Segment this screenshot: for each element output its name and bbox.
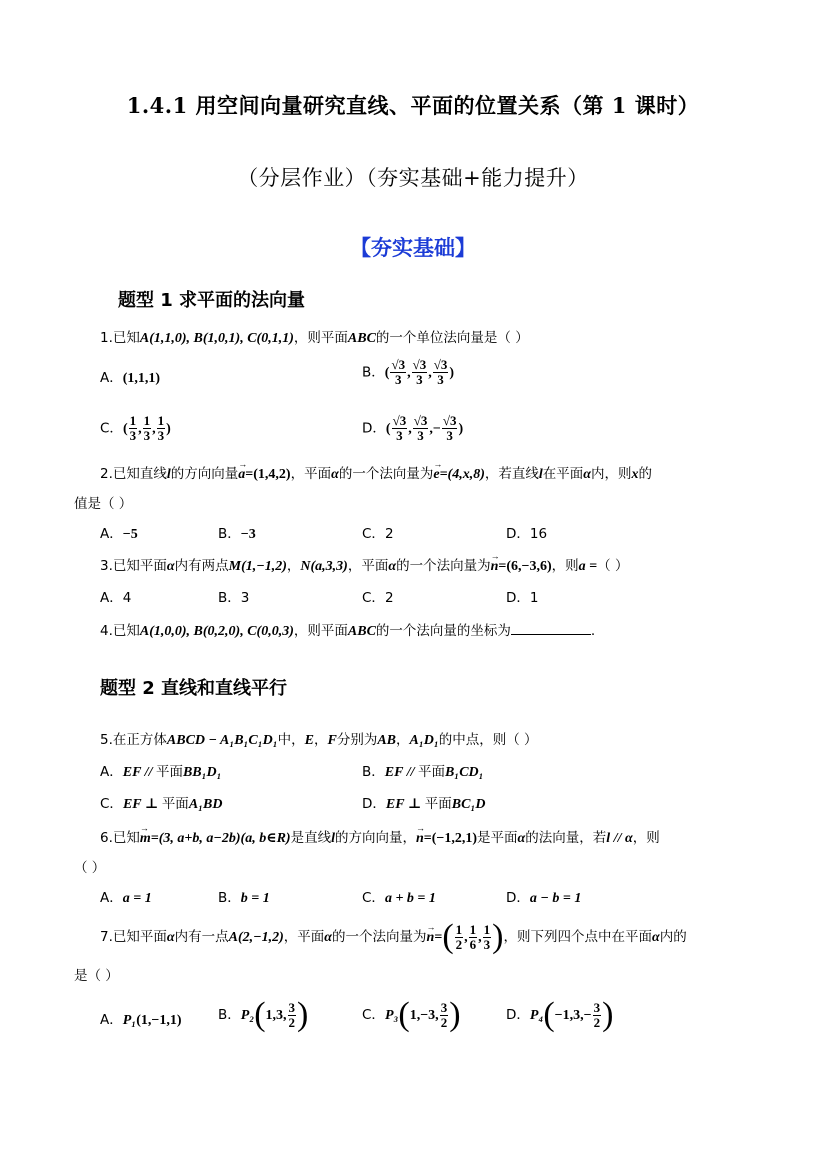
question-7-line2: 是（ ） <box>74 968 119 984</box>
q7-option-d[interactable]: D．P₄(−1,3,− $\frac{3}{2}$ ) <box>506 996 614 1033</box>
q3-option-b[interactable]: B．3 <box>218 590 250 606</box>
q2-option-d[interactable]: D．16 <box>506 526 548 542</box>
question-2-line2: 值是（ ） <box>74 496 133 512</box>
q1-option-a[interactable]: A．(1,1,1) <box>100 370 161 386</box>
q2-option-c[interactable]: C．2 <box>362 526 394 542</box>
q4-answer-blank[interactable] <box>511 620 591 635</box>
q1-option-d[interactable]: D．( $\frac{√3}{3}$ , $\frac{√3}{3}$ ,− $\frac{√3}{3}$ ) <box>362 413 464 443</box>
section-heading: 【夯实基础】 <box>350 235 476 260</box>
type1-heading: 题型 1 求平面的法向量 <box>118 290 306 311</box>
q6-option-a[interactable]: A．a = 1 <box>100 890 152 906</box>
q5-option-b[interactable]: B．EF // 平面B₁CD₁ <box>362 764 484 780</box>
question-6-line2: （ ） <box>74 860 106 876</box>
question-7: 7.已知平面α内有一点A(2,−1,2)，平面α的一个法向量为→ n=( $\frac{1}{2}$ , $\frac{1}{6}$ , $\frac{1}{3}$ )，则下列四个点中在平面α内的 <box>100 922 687 952</box>
question-6: 6.已知→ m=(3, a+b, a−2b)(a, b∈R)是直线l的方向向量，→ n=(−1,2,1)是平面α的法向量，若l // α，则 <box>100 828 660 849</box>
q6-option-b[interactable]: B．b = 1 <box>218 890 270 906</box>
question-1: 1.已知A(1,1,0), B(1,0,1), C(0,1,1)，则平面ABC的一个单位法向量是（ ） <box>100 330 529 346</box>
page-subtitle: （分层作业）（夯实基础+能力提升） <box>237 166 589 190</box>
q6-option-c[interactable]: C．a + b = 1 <box>362 890 436 906</box>
q3-option-a[interactable]: A．4 <box>100 590 132 606</box>
page-title: 1.4.1 用空间向量研究直线、平面的位置关系（第 1 课时） <box>126 93 700 118</box>
q3-option-d[interactable]: D．1 <box>506 590 539 606</box>
q5-option-c[interactable]: C．EF ⊥ 平面A₁BD <box>100 796 223 812</box>
q7-option-a[interactable]: A．P₁(1,−1,1) <box>100 1012 182 1028</box>
type2-heading: 题型 2 直线和直线平行 <box>100 678 288 699</box>
q5-option-d[interactable]: D．EF ⊥ 平面BC₁D <box>362 796 486 812</box>
q1-option-c[interactable]: C．( $\frac{1}{3}$ , $\frac{1}{3}$ , $\frac{1}{3}$ ) <box>100 413 171 443</box>
q1-option-b[interactable]: B．( $\frac{√3}{3}$ , $\frac{√3}{3}$ , $\frac{√3}{3}$ ) <box>362 357 455 387</box>
question-5: 5.在正方体ABCD − A₁B₁C₁D₁中，E，F分别为AB，A₁D₁的中点，则（ ） <box>100 732 538 748</box>
q6-option-d[interactable]: D．a − b = 1 <box>506 890 582 906</box>
q2-option-b[interactable]: B．−3 <box>218 526 256 542</box>
question-3: 3.已知平面α内有两点M(1,−1,2)，N(a,3,3)，平面α的一个法向量为→ n=(6,−3,6)，则a =（ ） <box>100 556 628 577</box>
q3-option-c[interactable]: C．2 <box>362 590 394 606</box>
question-4: 4.已知A(1,0,0), B(0,2,0), C(0,0,3)，则平面ABC的一个法向量的坐标为 . <box>100 620 595 642</box>
question-2: 2.已知直线l的方向向量→ a=(1,4,2)，平面α的一个法向量为→ e=(4,x,8)，若直线l在平面α内，则x的 <box>100 464 652 485</box>
q7-option-b[interactable]: B．P₂(1,3, $\frac{3}{2}$ ) <box>218 996 309 1033</box>
q5-option-a[interactable]: A．EF // 平面BB₁D₁ <box>100 764 222 780</box>
q2-option-a[interactable]: A．−5 <box>100 526 138 542</box>
q7-option-c[interactable]: C．P₃(1,−3, $\frac{3}{2}$ ) <box>362 996 461 1033</box>
